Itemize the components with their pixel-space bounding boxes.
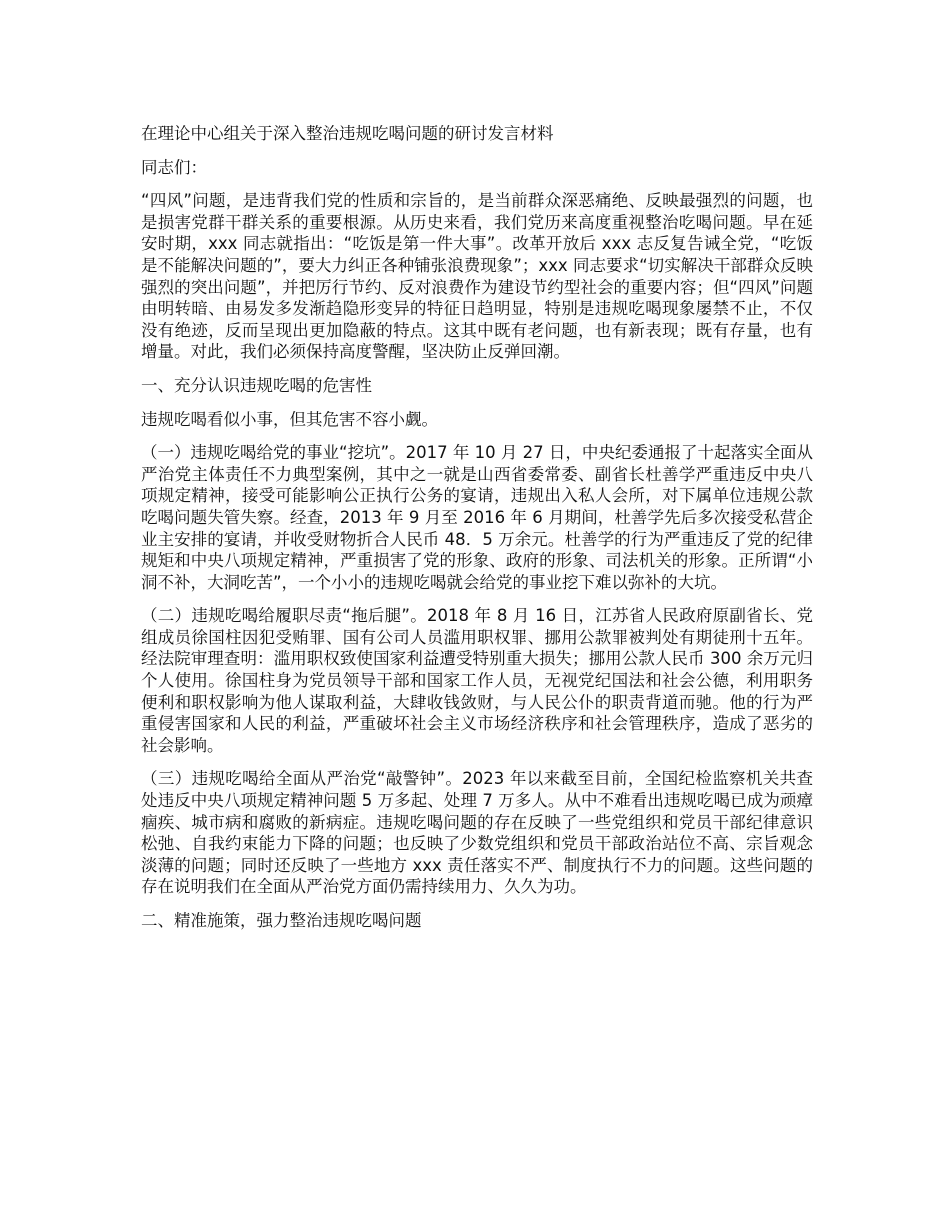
point-2-paragraph: （二）违规吃喝给履职尽责“拖后腿”。2018 年 8 月 16 日，江苏省人民政府原副省长、党组成员徐国柱因犯受贿罪、国有公司人员滥用职权罪、挪用公款罪被判处有期徒刑十五年。经法院审理查明：滥用职权致使国家利益遭受特别重大损失；挪用公款人民币 300 余万元归个人使用。徐国柱身为党员领导干部和国家工作人员，无视党纪国法和社会公德，利用职务便利和职权影响为他人谋取利益，大肆收钱敛财，与人民公仆的职责背道而驰。他的行为严重侵害国家和人民的利益，严重破坏社会主义市场经济秩序和社会管理秩序，造成了恶劣的社会影响。 (141, 606, 813, 755)
point-3-paragraph: （三）违规吃喝给全面从严治党“敲警钟”。2023 年以来截至目前，全国纪检监察机关共查处违反中央八项规定精神问题 5 万多起、处理 7 万多人。从中不难看出违规吃喝已成为顽瘴痼疾、城市病和腐败的新病症。违规吃喝问题的存在反映了一些党组织和党员干部纪律意识松弛、自我约束能力下降的问题；也反映了少数党组织和党员干部政治站位不高、宗旨观念淡薄的问题；同时还反映了一些地方 xxx 责任落实不严、制度执行不力的问题。这些问题的存在说明我们在全面从严治党方面仍需持续用力、久久为功。 (141, 769, 813, 897)
point-1-paragraph: （一）违规吃喝给党的事业“挖坑”。2017 年 10 月 27 日，中央纪委通报了十起落实全面从严治党主体责任不力典型案例，其中之一就是山西省委常委、副省长杜善学严重违反中央八项规定精神，接受可能影响公正执行公务的宴请，违规出入私人会所，对下属单位违规公款吃喝问题失管失察。经查，2013 年 9 月至 2016 年 6 月期间，杜善学先后多次接受私营企业主安排的宴请，并收受财物折合人民币 48．5 万余元。杜善学的行为严重违反了党的纪律规矩和中央八项规定精神，严重损害了党的形象、政府的形象、司法机关的形象。正所谓“小洞不补，大洞吃苦”，一个小小的违规吃喝就会给党的事业挖下难以弥补的大坑。 (141, 443, 813, 592)
document-page (141, 123, 813, 944)
section-1-lead-paragraph: 违规吃喝看似小事，但其危害不容小觑。 (141, 409, 438, 429)
document-title: 在理论中心组关于深入整治违规吃喝问题的研讨发言材料 (141, 124, 554, 143)
salutation: 同志们： (141, 157, 207, 177)
intro-paragraph: “四风”问题，是违背我们党的性质和宗旨的，是当前群众深恶痛绝、反映最强烈的问题，也是损害党群干群关系的重要根源。从历史来看，我们党历来高度重视整治吃喝问题。早在延安时期，xxx 同志就指出：“吃饭是第一件大事”。改革开放后 xxx 志反复告诫全党，“吃饭是不能解决问题的”，要大力纠正各种铺张浪费现象”；xxx 同志要求“切实解决干部群众反映强烈的突出问题”，并把厉行节约、反对浪费作为建设节约型社会的重要内容；但“四风”问题由明转暗、由易发多发渐趋隐形变异的特征日趋明显，特别是违规吃喝现象屡禁不止，不仅没有绝迹，反而呈现出更加隐蔽的特点。这其中既有老问题，也有新表现；既有存量，也有增量。对此，我们必须保持高度警醒，坚决防止反弹回潮。 (141, 191, 813, 362)
section-1-heading: 一、充分认识违规吃喝的危害性 (141, 375, 372, 395)
section-2-heading: 二、精准施策，强力整治违规吃喝问题 (141, 911, 422, 930)
